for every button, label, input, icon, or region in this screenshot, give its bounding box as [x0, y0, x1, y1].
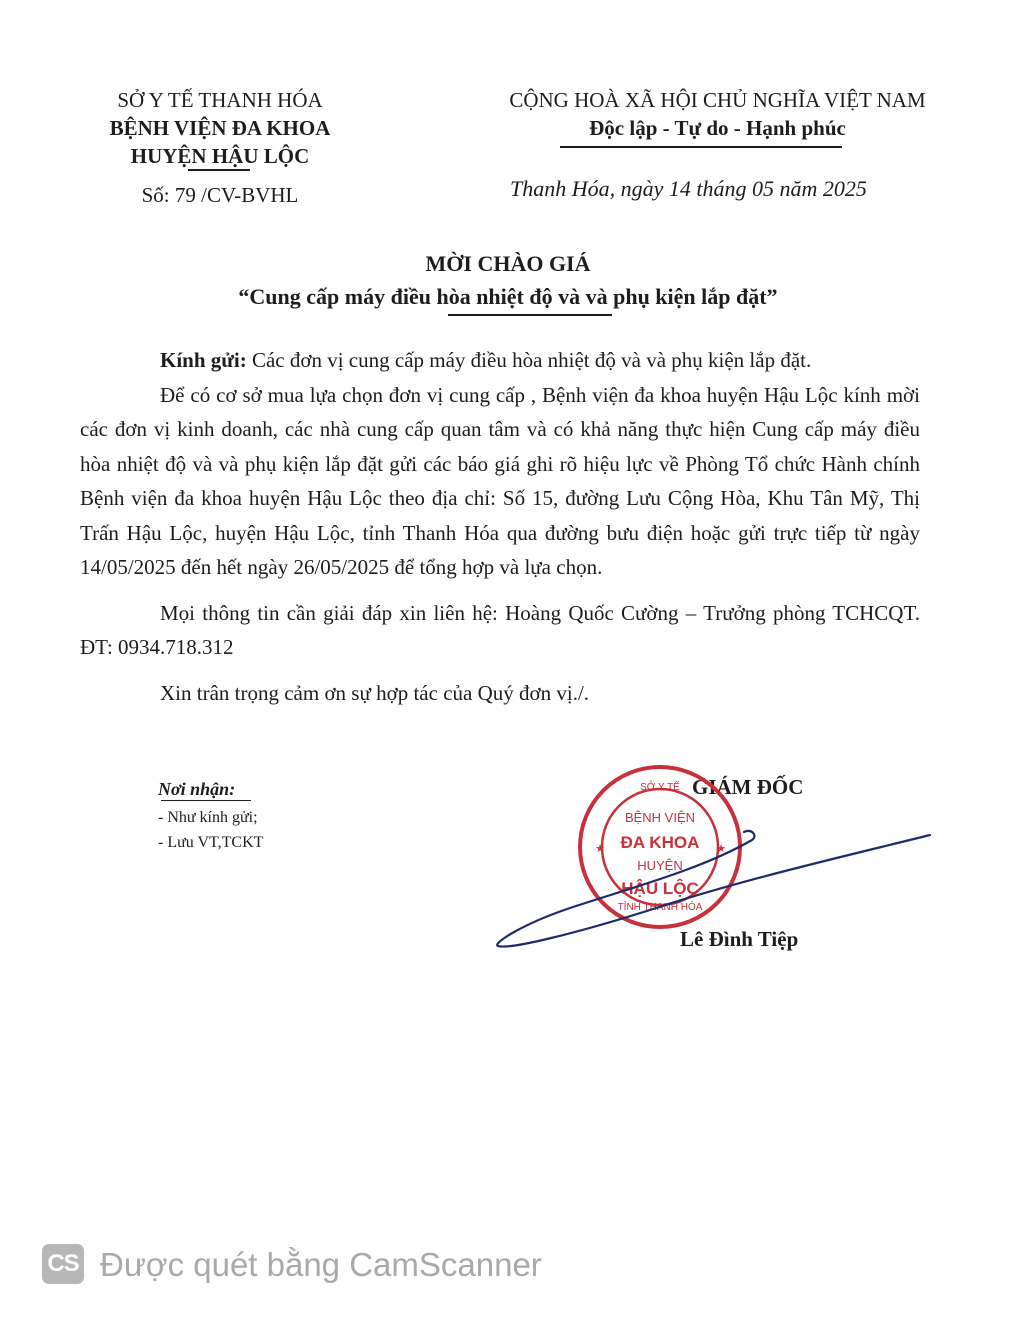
- signer-name: Lê Đình Tiệp: [680, 927, 799, 951]
- subject-underline: [448, 314, 612, 316]
- recipient-item: - Lưu VT,TCKT: [158, 834, 264, 851]
- kinh-gui-label: Kính gửi:: [160, 348, 247, 372]
- document-subject: “Cung cấp máy điều hòa nhiệt độ và và phụ kiện lắp đặt”: [238, 284, 778, 309]
- document-date: Thanh Hóa, ngày 14 tháng 05 năm 2025: [510, 176, 867, 201]
- hospital-district: HUYỆN HẬU LỘC: [130, 144, 310, 168]
- hospital-name: BỆNH VIỆN ĐA KHOA: [109, 116, 331, 140]
- recipients-block: [158, 777, 263, 855]
- paragraph-thanks: Xin trân trọng cảm ơn sự hợp tác của Quý đơn vị./.: [160, 680, 590, 705]
- department-name: SỞ Y TẾ THANH HÓA: [117, 88, 323, 112]
- national-motto: Độc lập - Tự do - Hạnh phúc: [589, 116, 846, 140]
- svg-text:TỈNH THANH HÓA: TỈNH THANH HÓA: [617, 902, 703, 913]
- svg-text:SỞ Y TẾ: SỞ Y TẾ: [640, 782, 680, 793]
- recipient-item: - Như kính gửi;: [158, 809, 258, 826]
- paragraph-invitation: Để có cơ sở mua lựa chọn đơn vị cung cấp , Bệnh viện đa khoa huyện Hậu Lộc kính mời các đơn vị kinh doanh, các nhà cung cấp quan tâm và có khả năng thực hiện Cung cấp máy điều hòa nhiệt độ và và phụ kiện lắp đặt gửi các báo giá ghi rõ hiệu lực về Phòng Tổ chức Hành chính Bệnh viện đa khoa huyện Hậu Lộc theo địa chỉ: Số 15, đường Lưu Cộng Hòa, Khu Tân Mỹ, Thị Trấn Hậu Lộc, huyện Hậu Lộc, tỉnh Thanh Hóa qua đường bưu điện hoặc gửi trực tiếp từ ngày 14/05/2025 đến hết ngày 26/05/2025 để tổng hợp và lựa chọn.: [80, 382, 920, 579]
- recipients-underline: [161, 800, 251, 801]
- document-number: Số: 79 /CV-BVHL: [141, 183, 299, 207]
- header-left-divider: [188, 169, 250, 171]
- country-name: CỘNG HOÀ XÃ HỘI CHỦ NGHĨA VIỆT NAM: [509, 88, 926, 112]
- national-header: [455, 86, 980, 142]
- motto-underline: [560, 146, 842, 148]
- document-title: MỜI CHÀO GIÁ: [425, 251, 591, 276]
- svg-text:★: ★: [716, 843, 726, 855]
- svg-text:HUYỆN: HUYỆN: [637, 858, 683, 873]
- recipients-label: Nơi nhận:: [158, 779, 236, 799]
- issuer-block: [95, 86, 345, 209]
- svg-text:★: ★: [595, 843, 605, 855]
- svg-text:BỆNH VIỆN: BỆNH VIỆN: [624, 810, 696, 825]
- svg-text:ĐA KHOA: ĐA KHOA: [620, 833, 700, 852]
- camscanner-logo: CS: [42, 1244, 84, 1284]
- official-seal: [580, 767, 740, 927]
- svg-text:HẬU LỘC: HẬU LỘC: [621, 879, 699, 898]
- paragraph-contact: Mọi thông tin cần giải đáp xin liên hệ: Hoàng Quốc Cường – Trưởng phòng TCHCQT. ĐT: 0934.718.312: [80, 600, 920, 659]
- camscanner-watermark: Được quét bằng CamScanner: [100, 1246, 542, 1283]
- kinh-gui-text: Các đơn vị cung cấp máy điều hòa nhiệt độ và và phụ kiện lắp đặt.: [251, 348, 812, 372]
- signer-role: GIÁM ĐỐC: [692, 775, 804, 799]
- letter-body: [80, 343, 920, 710]
